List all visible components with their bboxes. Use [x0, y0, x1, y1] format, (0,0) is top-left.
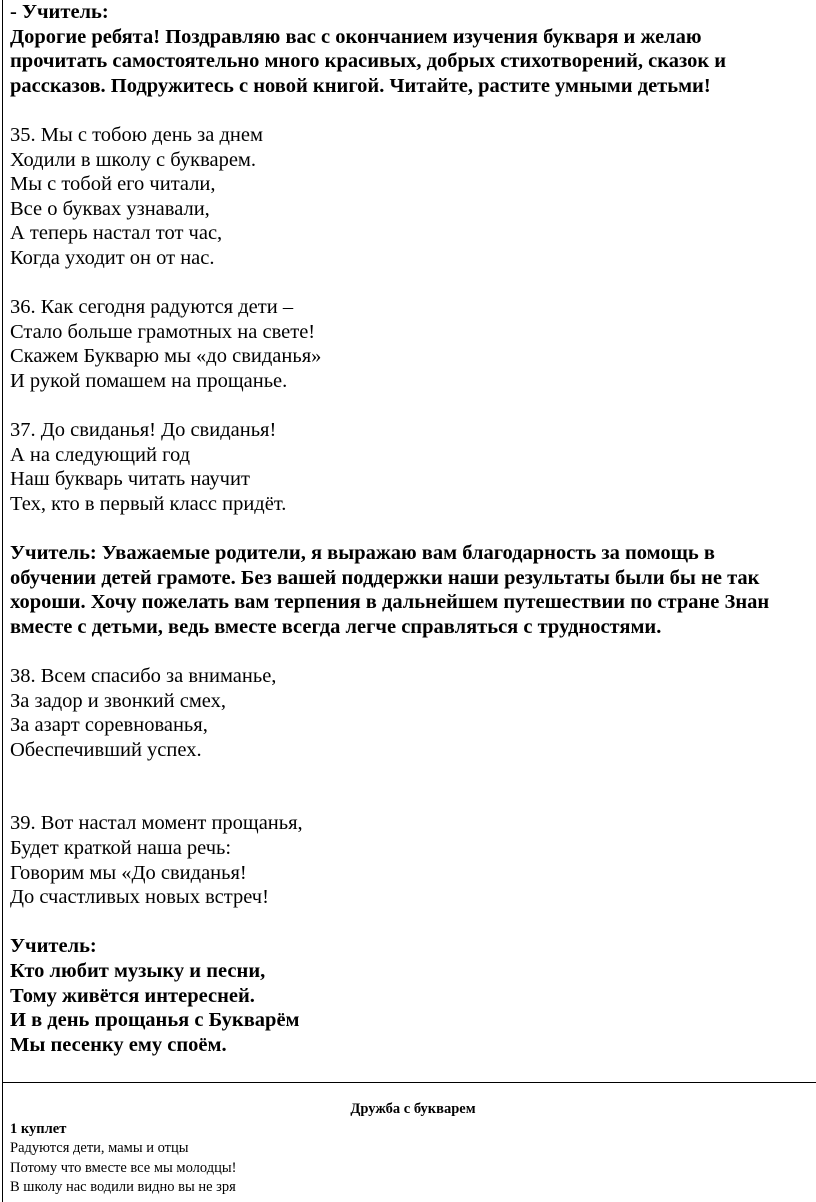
teacher-song-intro: [10, 934, 816, 1057]
verse-line: 38. Всем спасибо за вниманье,: [10, 665, 277, 688]
verse-line: 37. До свиданья! До свиданья!: [10, 419, 277, 442]
verse-line: Будет краткой наша речь:: [10, 837, 232, 859]
verse-line: За азарт соревнованья,: [10, 714, 208, 737]
verse-line: А на следующий год: [10, 443, 191, 466]
verse-line: За задор и звонкий смех,: [10, 689, 227, 712]
verse-37: [10, 418, 816, 516]
main-text-cell: [10, 0, 816, 1082]
teacher-parents-line: обучении детей грамоте. Без вашей поддержки наши результаты были бы не так: [10, 566, 760, 589]
song-line: Радуются дети, мамы и отцы: [10, 1140, 189, 1156]
teacher-parents: [10, 541, 816, 639]
teacher-song-line: Учитель:: [10, 935, 97, 958]
teacher-parents-line: вместе с детьми, ведь вместе всегда легче справляться с трудностями.: [10, 615, 662, 638]
verse-line: 36. Как сегодня радуются дети –: [10, 296, 294, 319]
song-cell: [10, 1084, 816, 1202]
teacher-intro-line: Дорогие ребята! Поздравляю вас с окончанием изучения букваря и желаю: [10, 25, 702, 48]
verse-line: И рукой помашем на прощанье.: [10, 369, 288, 392]
verse-38: [10, 664, 816, 762]
teacher-song-line: Мы песенку ему споём.: [10, 1033, 227, 1056]
verse-line: Все о буквах узнавали,: [10, 197, 210, 220]
verse-line: Ходили в школу с букварем.: [10, 148, 257, 171]
verse-line: 39. Вот настал момент прощанья,: [10, 812, 303, 835]
teacher-intro-line: рассказов. Подружитесь с новой книгой. Читайте, растите умными детьми!: [10, 74, 711, 97]
verse-line: Тех, кто в первый класс придёт.: [10, 492, 287, 515]
song-line: В школу нас водили видно вы не зря: [10, 1179, 236, 1195]
couplet-label: 1 куплет: [10, 1120, 67, 1137]
verse-line: Говорим мы «До свиданья!: [10, 861, 247, 884]
table-row-divider: [2, 1082, 816, 1083]
verse-line: Скажем Букварю мы «до свиданья»: [10, 345, 322, 368]
teacher-intro: [10, 0, 816, 98]
verse-line: Когда уходит он от нас.: [10, 246, 215, 269]
verse-line: Обеспечивший успех.: [10, 738, 202, 761]
teacher-song-line: Тому живётся интересней.: [10, 984, 255, 1007]
teacher-song-line: Кто любит музыку и песни,: [10, 959, 266, 982]
teacher-parents-line: Учитель: Уважаемые родители, я выражаю вам благодарность за помощь в: [10, 542, 715, 565]
song-line: Потому что вместе все мы молодцы!: [10, 1159, 237, 1176]
teacher-parents-line: хороши. Хочу пожелать вам терпения в дальнейшем путешествии по стране Знан: [10, 591, 770, 614]
teacher-intro-line: прочитать самостоятельно много красивых, добрых стихотворений, сказок и: [10, 50, 727, 73]
verse-line: Мы с тобой его читали,: [10, 173, 216, 196]
teacher-intro-label: - Учитель:: [10, 1, 109, 23]
verse-line: А теперь настал тот час,: [10, 222, 223, 245]
verse-line: 35. Мы с тобою день за днем: [10, 123, 263, 146]
verse-line: Стало больше грамотных на свете!: [10, 320, 316, 343]
verse-36: [10, 295, 816, 393]
table-left-border: [2, 0, 3, 1202]
verse-line: До счастливых новых встреч!: [10, 886, 269, 909]
teacher-song-line: И в день прощанья с Букварём: [10, 1009, 300, 1032]
verse-39: [10, 811, 816, 909]
verse-35: [10, 123, 816, 271]
verse-line: Наш букварь читать научит: [10, 468, 250, 491]
song-title: Дружба с букварем: [350, 1101, 476, 1117]
